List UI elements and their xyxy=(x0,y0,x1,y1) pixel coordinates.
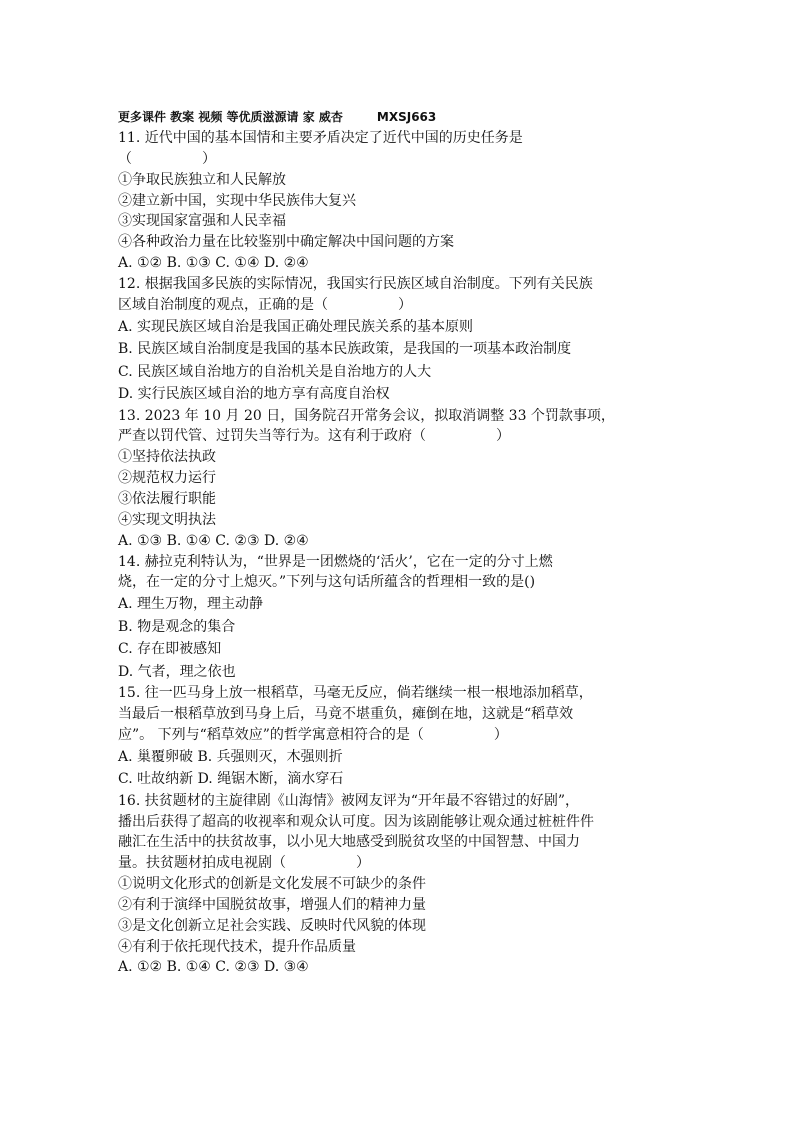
question-14 xyxy=(118,552,678,684)
statement: ④实现文明执法 xyxy=(118,511,216,528)
question-stem: 严查以罚代管、过罚失当等行为。这有利于政府（ ） xyxy=(118,428,510,445)
header-code: MXSJ663 xyxy=(376,110,437,124)
question-stem: 13. 2023 年 10 月 20 日，国务院召开常务会议，拟取消调整 33 个罚款事项， xyxy=(118,407,615,424)
option-ab: A. 巢覆卵破 B. 兵强则灭，木强则折 xyxy=(118,748,343,765)
question-16 xyxy=(118,791,678,979)
question-stem: 12. 根据我国多民族的实际情况，我国实行民族区域自治制度。下列有关民族 xyxy=(118,275,593,292)
document-page xyxy=(118,106,678,978)
statement: ③依法履行职能 xyxy=(118,490,216,507)
question-11 xyxy=(118,128,678,274)
question-stem: 当最后一根稻草放到马身上后，马竟不堪重负，瘫倒在地，这就是“稻草效 xyxy=(118,706,574,723)
question-15 xyxy=(118,683,678,791)
statement: ①坚持依法执政 xyxy=(118,449,216,466)
option-a: A. 实现民族区域自治是我国正确处理民族关系的基本原则 xyxy=(118,318,474,335)
question-stem: 播出后获得了超高的收视率和观众认可度。因为该剧能够让观众通过桩桩件件 xyxy=(118,813,594,830)
option-b: B. 物是观念的集合 xyxy=(118,618,236,635)
statement: ②建立新中国，实现中华民族伟大复兴 xyxy=(118,192,356,209)
option-d: D. 实行民族区域自治的地方享有高度自治权 xyxy=(118,386,390,403)
question-stem: 14. 赫拉克利特认为，“世界是一团燃烧的‘活火’，它在一定的分寸上燃 xyxy=(118,553,553,570)
question-stem: 区域自治制度的观点，正确的是（ ） xyxy=(118,296,412,313)
page-header xyxy=(118,106,678,128)
statement: ④有利于依托现代技术，提升作品质量 xyxy=(118,938,356,955)
answer-blank: （ ） xyxy=(118,150,216,167)
question-stem: 11. 近代中国的基本国情和主要矛盾决定了近代中国的历史任务是 xyxy=(118,130,523,146)
statement: ②有利于演绎中国脱贫故事，增强人们的精神力量 xyxy=(118,896,426,913)
header-text: 更多课件 教案 视频 等优质滋源请 家 威杏 xyxy=(118,110,343,124)
statement: ①争取民族独立和人民解放 xyxy=(118,171,286,188)
option-c: C. 存在即被感知 xyxy=(118,641,222,658)
statement: ③实现国家富强和人民幸福 xyxy=(118,213,286,230)
question-stem: 应”。 下列与“稻草效应”的哲学寓意相符合的是（ ） xyxy=(118,726,508,743)
option-c: C. 民族区域自治地方的自治机关是自治地方的人大 xyxy=(118,363,432,380)
question-stem: 烧，在一定的分寸上熄灭。”下列与这句话所蕴含的哲理相一致的是() xyxy=(118,574,536,591)
statement: ②规范权力运行 xyxy=(118,470,216,487)
statement: ③是文化创新立足社会实践、反映时代风貌的体现 xyxy=(118,917,426,934)
answer-options: A. ①② B. ①③ C. ①④ D. ②④ xyxy=(118,255,309,272)
question-stem: 融汇在生活中的扶贫故事，以小见大地感受到脱贫攻坚的中国智慧、中国力 xyxy=(118,834,580,851)
question-stem: 15. 往一匹马身上放一根稻草，马毫无反应，倘若继续一根一根地添加稻草， xyxy=(118,685,593,702)
answer-options: A. ①③ B. ①④ C. ②③ D. ②④ xyxy=(118,532,309,549)
option-a: A. 理生万物，理主动静 xyxy=(118,596,264,613)
question-stem: 16. 扶贫题材的主旋律剧《山海情》被网友评为“开年最不容错过的好剧”， xyxy=(118,792,580,809)
option-cd: C. 吐故纳新 D. 绳锯木断，滴水穿石 xyxy=(118,771,344,788)
statement: ④各种政治力量在比较鉴别中确定解决中国问题的方案 xyxy=(118,234,454,251)
question-stem: 量。扶贫题材拍成电视剧（ ） xyxy=(118,855,370,872)
option-d: D. 气者，理之依也 xyxy=(118,663,236,680)
question-12 xyxy=(118,274,678,406)
option-b: B. 民族区域自治制度是我国的基本民族政策，是我国的一项基本政治制度 xyxy=(118,341,572,358)
question-13 xyxy=(118,406,678,552)
answer-options: A. ①② B. ①④ C. ②③ D. ③④ xyxy=(118,959,309,976)
statement: ①说明文化形式的创新是文化发展不可缺少的条件 xyxy=(118,876,426,893)
